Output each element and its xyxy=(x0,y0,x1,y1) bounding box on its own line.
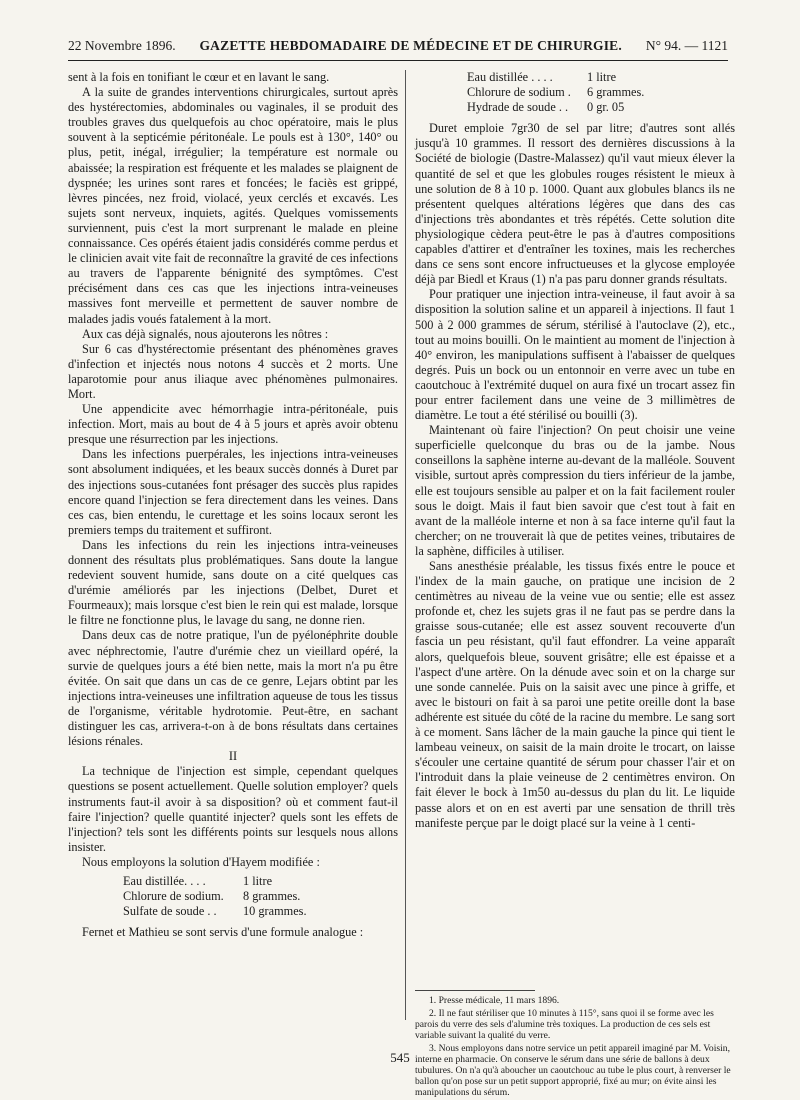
paragraph: Fernet et Mathieu se sont servis d'une formule analogue : xyxy=(82,925,364,940)
ingredient: Chlorure de sodium . xyxy=(467,85,571,100)
formula-row xyxy=(123,904,398,919)
paragraph: La technique de l'injection est simple, cependant quelques questions se posent actuellement. Quelle solution employer? quels instruments faut-il avoir à sa disposition? où et comment faut-il faire l'injection? quelle quantité injecter? quels sont les effets de l'injection? tels sont les différents points sur lesquels nous allons insister. xyxy=(68,764,398,854)
paragraph: Nous employons la solution d'Hayem modifiée : xyxy=(82,854,320,869)
quantity: 8 grammes. xyxy=(243,889,301,904)
right-column xyxy=(415,70,735,831)
paragraph: Dans les infections du rein les injections intra-veineuses donnent des résultats plus problématiques. Sans doute la langue redevient souvent humide, sans doute on a cité quelques cas d'urémie améliorés par les injections (Delbet, Duret et Fourmeaux); mais lorsque c'est bien le rein qui est malade, lorsque le filtre ne fonctionne plus, le lavage du sang, ne donne rien. xyxy=(68,537,398,628)
formula-row xyxy=(123,874,398,889)
paragraph: Maintenant où faire l'injection? On peut choisir une veine superficielle quelconque du bras ou de la jambe. Nous conseillons la saphène interne au-devant de la malléole. Souvent visible, surtout après compression du tiers inférieur de la jambe, elle est toujours sensible au palper et on la fait facilement rouler sous le doigt. Mais il faut bien savoir que c'est tout à fait en avant de la malléole interne et non à sa face interne qu'il faut la chercher; on ne trouverait là que de petites veines, tributaires de la saphène, difficiles à utiliser. xyxy=(415,423,735,558)
footnote-rule xyxy=(415,990,535,991)
footnotes xyxy=(415,990,735,1100)
issue-number: N° 94. — 1121 xyxy=(645,38,728,53)
left-column xyxy=(68,70,398,940)
paragraph: Duret emploie 7gr30 de sel par litre; d'autres sont allés jusqu'à 10 grammes. Il ressort des dernières discussions à la Société de biologie (Dastre-Malassez) qu'il vaut mieux élever la quantité de sel et que les globules rouges résistent le mieux à une solution de 8 à 10 p. 1000. Quant aux globules blancs ils ne présentent quelques altérations légères que dans des cas d'injections très abondantes et très répétés. Cette solution dite physiologique cèdera peut-être le pas à d'autres compositions capables d'attirer et d'entraîner les toxines, mais les recherches dans ce sens sont encore infructueuses et la glycose employée déjà par Biedl et Kraus (1) n'a pas paru donner grands résultats. xyxy=(415,121,735,287)
ingredient: Eau distillée. . . . xyxy=(123,873,206,888)
ingredient: Sulfate de soude . . xyxy=(123,904,217,919)
ingredient: Hydrade de soude . . xyxy=(467,100,569,115)
paragraph: Une appendicite avec hémorrhagie intra-péritonéale, puis infection. Mort, mais au bout de 4 à 5 jours et après avoir obtenu presque une résurrection par les injections. xyxy=(68,402,398,447)
formula-table xyxy=(123,874,398,919)
formula-table xyxy=(467,70,735,115)
paragraph: Dans deux cas de notre pratique, l'un de pyélonéphrite double avec néphrectomie, l'autre d'urémie chez un vieillard opéré, la survie de quelques jours a été bien nette, mais la mort n'a pu être évitée. On sait que dans un cas de ce genre, Lejars obtint par les injections intra-veineuses une infiltration aqueuse de tous les tissus de l'organisme, véritable hydrotomie. Peut-être, en sachant distinguer les cas, arrivera-t-on à de bons résultats dans certaines lésions rénales. xyxy=(68,628,398,749)
formula-row xyxy=(467,85,735,100)
formula-row xyxy=(467,100,735,115)
ingredient: Chlorure de sodium. xyxy=(123,889,224,904)
quantity: 6 grammes. xyxy=(587,85,645,100)
page-number: 545 xyxy=(390,1050,410,1065)
paragraph: Sur 6 cas d'hystérectomie présentant des phénomènes graves d'infection et injectés nous notons 4 succès et 2 morts. Une laparotomie pour anus iliaque avec phénomènes pulmonaires. Mort. xyxy=(68,341,398,401)
quantity: 1 litre xyxy=(243,873,273,888)
section-heading: II xyxy=(228,749,238,764)
quantity: 0 gr. 05 xyxy=(587,100,625,115)
journal-title: GAZETTE HEBDOMADAIRE DE MÉDECINE ET DE CHIRURGIE. xyxy=(199,38,622,53)
paragraph: Aux cas déjà signalés, nous ajouterons les nôtres : xyxy=(82,326,329,341)
column-rule xyxy=(405,70,406,1020)
paragraph: Pour pratiquer une injection intra-veineuse, il faut avoir à sa disposition la solution saline et un appareil à injections. Il faut 1 500 à 2 000 grammes de sérum, stérilisé à l'autoclave (2), etc., tout au moins bouilli. On le maintient au moment de l'injection à 40° environ, les manipulations suffisent à l'abaisser de quelques degrés. Puis un bock ou un entonnoir en verre avec un tube en caoutchouc à l'extrémité duquel on aura fixé un trocart assez fin pour entrer facilement dans une veine de 3 millimètres de diamètre. Le tout a été stérilisé ou bouilli (3). xyxy=(415,287,735,423)
quantity: 10 grammes. xyxy=(243,904,307,919)
footnote: 2. Il ne faut stériliser que 10 minutes à 115°, sans quoi il se forme avec les parois du verre des sels d'alumine très toxiques. La production de ces sels est variable suivant la qualité du verre. xyxy=(415,1008,714,1041)
formula-row xyxy=(123,889,398,904)
paragraph: Sans anesthésie préalable, les tissus fixés entre le pouce et l'index de la main gauche, on pratique une incision de 2 centimètres au niveau de la veine vue ou sentie; elle est assez profonde et, chez les sujets gras il ne faut pas se perdre dans la graisse sous-cutanée; elle est assez souvent recouverte d'un fascia un peu résistant, qu'il faut effondrer. La veine apparaît alors, quelquefois bleue, souvent grisâtre; elle est épaisse et a l'aspect d'une artère. On la dénude avec soin et on la charge sur une sonde cannelée. Puis on la saisit avec une pince à griffe, et avec le bistouri on fait à sa paroi une petite oreille dont la base adhérente est située du côté de la racine du membre. Le sang sort à ce moment. Sans lâcher de la main gauche la pince qui tient le lambeau veineux, on saisit de la main droite le trocart, on laisse s'écouler une certaine quantité de sérum pour chasser l'air et on l'introduit dans la plaie veineuse de 2 centimètres environ. On fait élever le bock à 1m50 au-dessus du plan du lit. Le liquide passe alors et on en est averti par une sensation de thrill très manifeste perçue par le doigt placé sur la veine à 1 centi- xyxy=(415,559,735,830)
footnote: 1. Presse médicale, 11 mars 1896. xyxy=(429,995,560,1006)
ingredient: Eau distillée . . . . xyxy=(467,70,553,84)
header-date: 22 Novembre 1896. xyxy=(68,38,176,53)
formula-row xyxy=(467,70,735,85)
paragraph: Dans les infections puerpérales, les injections intra-veineuses sont absolument indiquées, et les beaux succès donnés à Duret par des injections sous-cutanées font présager des succès plus rapides encore quand l'injection se fera directement dans les veines. Dans ces cas, bien entendu, le curettage et les soins locaux seront les premiers temps du traitement et suffiront. xyxy=(68,447,398,537)
running-header xyxy=(68,38,728,61)
quantity: 1 litre xyxy=(587,70,617,84)
paragraph: A la suite de grandes interventions chirurgicales, surtout après des hystérectomies, abdominales ou vaginales, il se produit des troubles graves dus quelquefois au choc opératoire, mais le plus souvent à la septicémie péritonéale. Le pouls est à 130°, 140° ou plus, petit, inégal, irrégulier; la température est normale ou abaissée; la respiration est fréquente et les malades se plaignent de dyspnée; les urines sont rares et foncées; le faciès est grippé, lèvres pincées, nez froid, violacé, yeux cerclés et excavés. Les sujets sont nerveux, inquiets, agités. Quelques vomissements surviennent, puis c'est la mort surprenant le malade en pleine connaissance. Ces opérés étaient jadis considérés comme perdus et le clinicien avait vite fait de reconnaître la gravité de ces infections au travers de l'apparente bénignité des symptômes. C'est précisément dans ces cas que les injections intra-veineuses massives font merveille et permettent de sauver nombre de malades jadis voués fatalement à la mort. xyxy=(68,85,398,326)
paragraph: sent à la fois en tonifiant le cœur et en lavant le sang. xyxy=(68,70,330,84)
footnote: 3. Nous employons dans notre service un petit appareil imaginé par M. Voisin, interne en pharmacie. On conserve le sérum dans une série de ballons à deux tubulures. On n'a qu'à aboucher un caoutchouc au tube le plus court, à renverser le ballon qu'on pose sur un petit support approprié, fixé au mur; on évite ainsi les manipulations du sérum. xyxy=(415,1043,731,1098)
